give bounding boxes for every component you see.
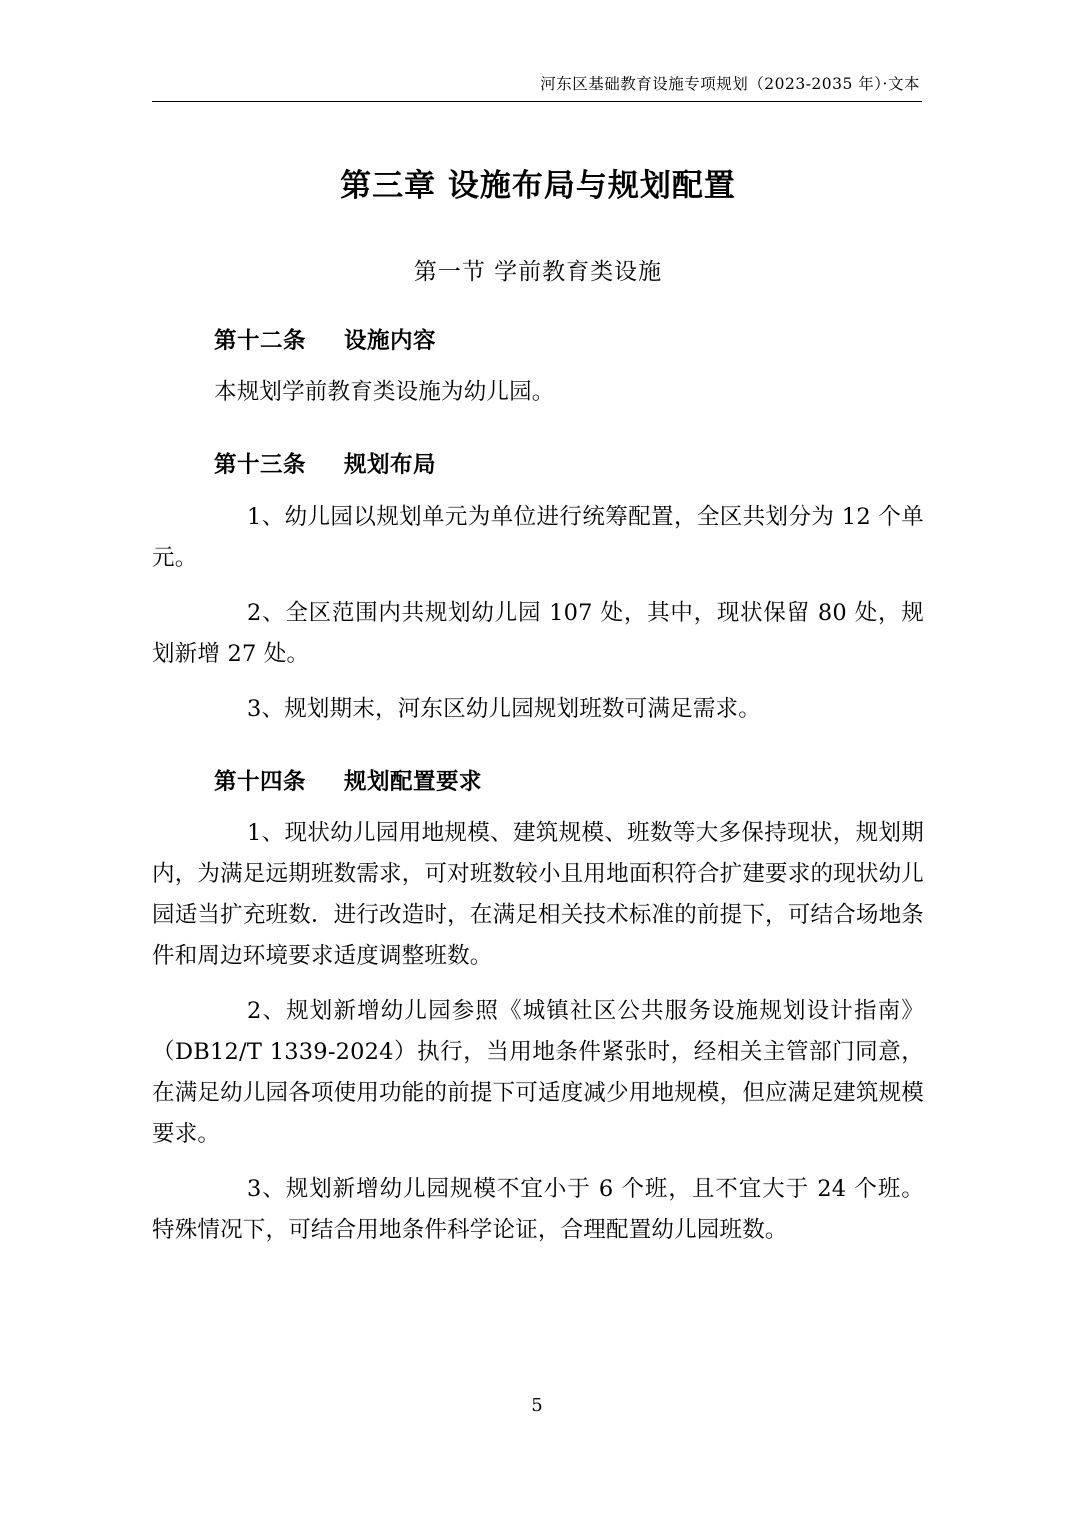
paragraph: 1、幼儿园以规划单元为单位进行统筹配置，全区共划分为 12 个单元。 xyxy=(152,504,924,571)
article-number-13: 第十三条 xyxy=(214,452,307,479)
running-head: 河东区基础教育设施专项规划（2023-2035 年）·文本 xyxy=(540,75,920,93)
page-header xyxy=(152,72,922,102)
article-heading-12 xyxy=(152,325,924,359)
paragraph: 2、全区范围内共规划幼儿园 107 处，其中，现状保留 80 处，规划新增 27 处。 xyxy=(152,599,924,667)
article-number-14: 第十四条 xyxy=(214,768,307,795)
paragraph: 3、规划期末，河东区幼儿园规划班数可满足需求。 xyxy=(247,695,761,722)
paragraph: 2、规划新增幼儿园参照《城镇社区公共服务设施规划设计指南》（DB12/T 1339-2024）执行，当用地条件紧张时，经相关主管部门同意，在满足幼儿园各项使用功能的前提下可适度减少用地规模，但应满足建筑规模要求。 xyxy=(152,998,924,1148)
header-divider xyxy=(152,101,922,102)
paragraph: 1、现状幼儿园用地规模、建筑规模、班数等大多保持现状，规划期内，为满足远期班数需求，可对班数较小且用地面积符合扩建要求的现状幼儿园适当扩充班数．进行改造时，在满足相关技术标准的前提下，可结合场地条件和周边环境要求适度调整班数。 xyxy=(152,820,924,970)
article-label-14: 规划配置要求 xyxy=(344,768,483,795)
article-number-12: 第十二条 xyxy=(214,327,307,354)
paragraph: 本规划学前教育类设施为幼儿园。 xyxy=(214,379,555,406)
section-title: 第一节 学前教育类设施 xyxy=(413,259,663,286)
article-label-12: 设施内容 xyxy=(344,327,437,354)
article-label-13: 规划布局 xyxy=(344,452,437,479)
page-number: 5 xyxy=(531,1395,543,1416)
article-heading-13 xyxy=(152,449,924,483)
document-body xyxy=(152,140,924,1251)
article-heading-14 xyxy=(152,766,924,800)
chapter-title: 第三章 设施布局与规划配置 xyxy=(340,168,736,204)
paragraph: 3、规划新增幼儿园规模不宜小于 6 个班，且不宜大于 24 个班。特殊情况下，可结合用地条件科学论证，合理配置幼儿园班数。 xyxy=(152,1175,924,1243)
